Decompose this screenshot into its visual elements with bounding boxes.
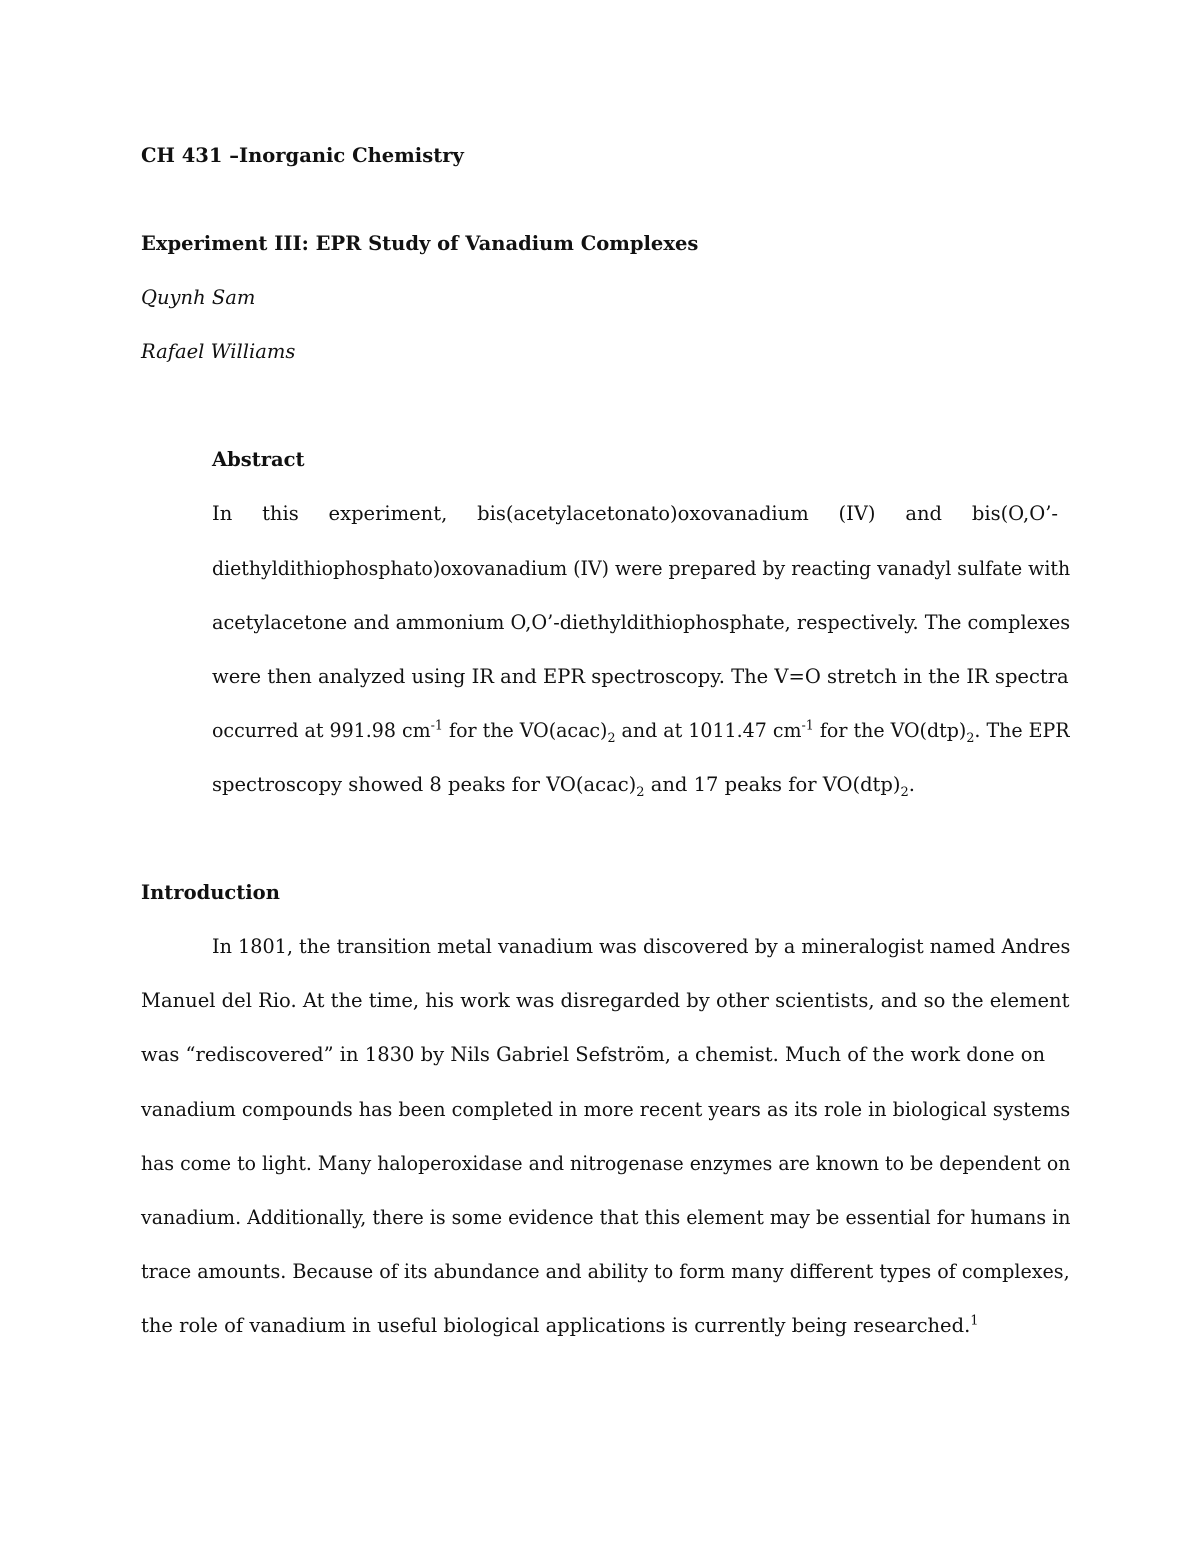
subscript: 2 [966,730,975,746]
author-name: Quynh Sam [141,286,256,309]
abstract-word: bis(O,O’- [971,502,1058,525]
introduction-line: was “rediscovered” in 1830 by Nils Gabriel Sefström, a chemist. Much of the work done on [141,1043,1046,1066]
text-run: spectroscopy showed 8 peaks for VO(acac) [212,773,637,796]
abstract-word: (IV) [838,502,876,525]
abstract-word: this [262,502,299,525]
abstract-line [212,718,1070,744]
abstract-line: were then analyzed using IR and EPR spectroscopy. The V=O stretch in the IR spectra [212,665,1069,688]
text-run: . [908,773,915,796]
abstract-word: experiment, [328,502,448,525]
text-run: occurred at 991.98 cm [212,719,431,742]
abstract-word: and [905,502,943,525]
subscript: 2 [900,784,909,800]
text-run: for the VO(dtp) [813,719,967,742]
text-run: . The EPR [974,719,1070,742]
introduction-line: trace amounts. Because of its abundance and ability to form many different types of complexes, [141,1260,1070,1283]
abstract-line: acetylacetone and ammonium O,O’-diethyldithiophosphate, respectively. The complexes [212,611,1071,634]
introduction-line: vanadium compounds has been completed in more recent years as its role in biological systems [141,1098,1071,1121]
abstract-word: In [212,502,233,525]
text-run: and at 1011.47 cm [615,719,802,742]
subscript: 2 [607,730,616,746]
introduction-line: Manuel del Rio. At the time, his work was disregarded by other scientists, and so the element [141,989,1070,1012]
introduction-line: vanadium. Additionally, there is some evidence that this element may be essential for humans in [141,1206,1071,1229]
course-title: CH 431 –Inorganic Chemistry [141,144,464,167]
abstract-word: bis(acetylacetonato)oxovanadium [477,502,809,525]
text-run: for the VO(acac) [442,719,608,742]
abstract-heading: Abstract [212,448,305,471]
superscript: -1 [430,718,443,734]
subscript: 2 [636,784,645,800]
abstract-line [212,501,1058,527]
experiment-title: Experiment III: EPR Study of Vanadium Complexes [141,232,699,255]
superscript: -1 [801,718,814,734]
introduction-line: has come to light. Many haloperoxidase and nitrogenase enzymes are known to be dependent on [141,1152,1071,1175]
citation-superscript: 1 [970,1313,979,1329]
author-name: Rafael Williams [141,340,296,363]
introduction-line [141,1313,979,1339]
abstract-line: diethyldithiophosphato)oxovanadium (IV) were prepared by reacting vanadyl sulfate with [212,557,1071,580]
abstract-line [212,772,915,798]
text-run: and 17 peaks for VO(dtp) [644,773,901,796]
introduction-line: In 1801, the transition metal vanadium was discovered by a mineralogist named Andres [212,935,1071,958]
text-run: the role of vanadium in useful biological applications is currently being researched. [141,1314,971,1337]
introduction-heading: Introduction [141,881,280,904]
